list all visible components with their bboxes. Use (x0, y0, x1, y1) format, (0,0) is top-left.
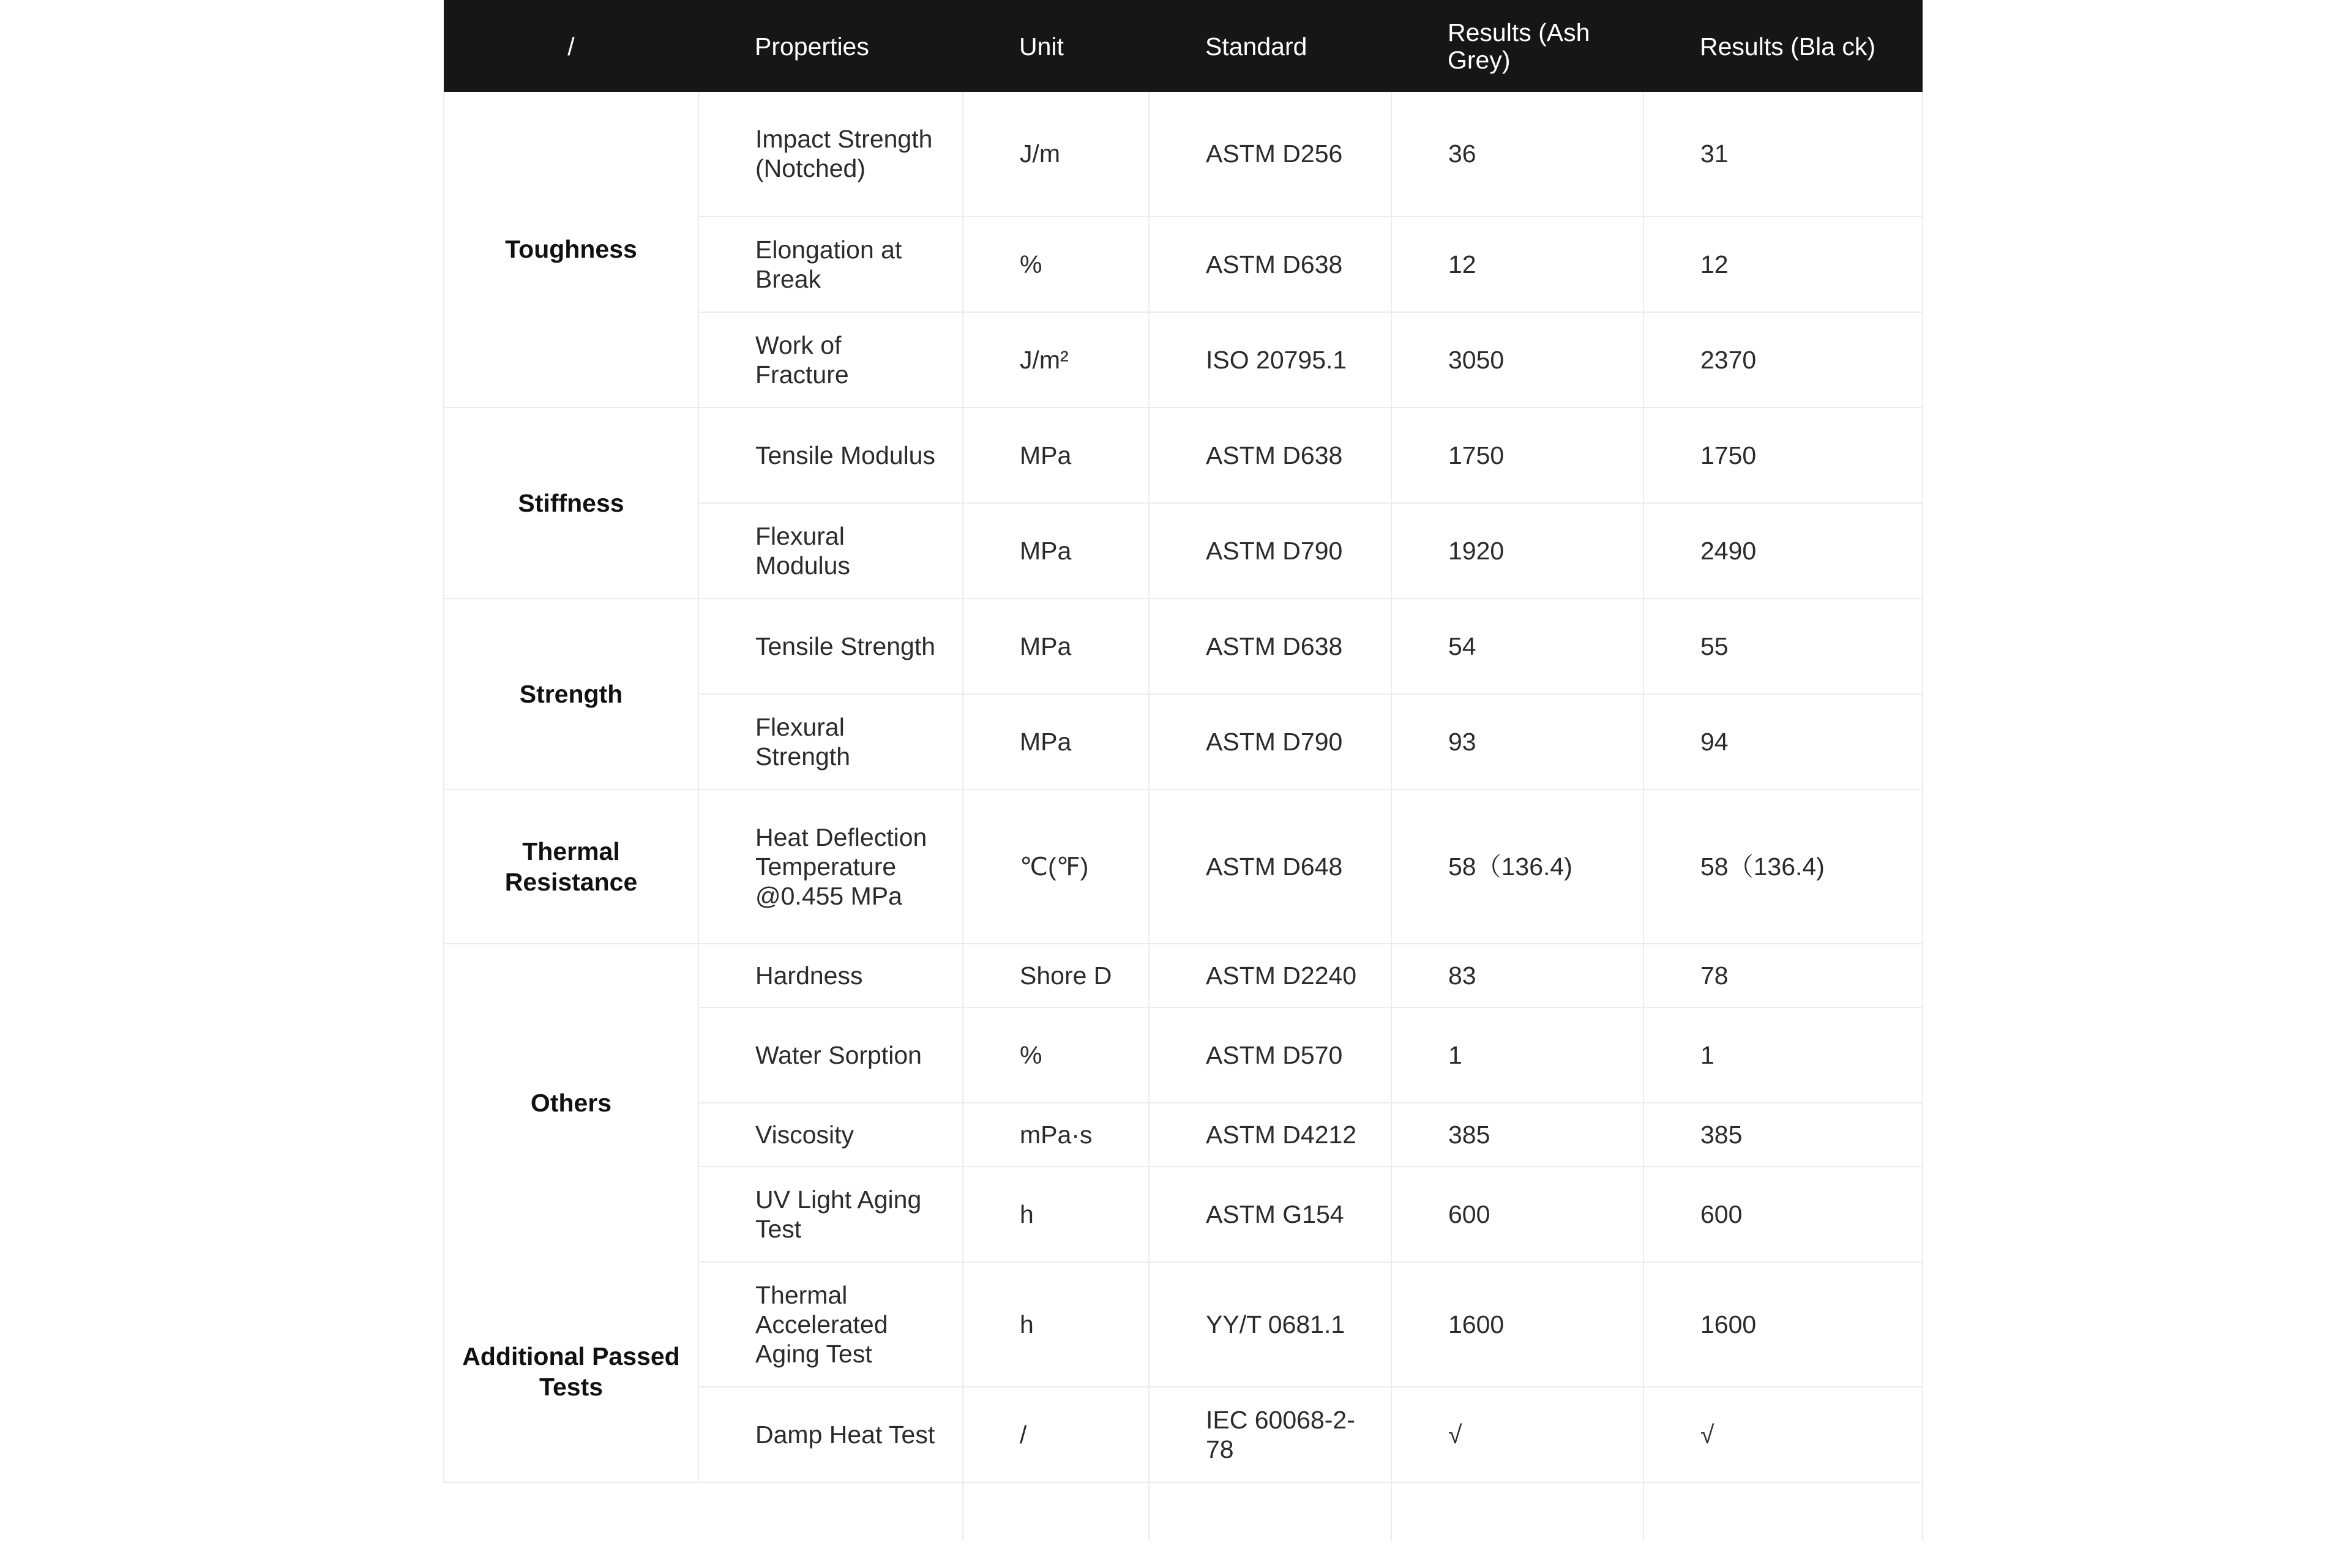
standard-cell: ASTM D648 (1149, 790, 1391, 944)
result-black-cell: 94 (1643, 694, 1923, 790)
property-cell: Damp Heat Test (698, 1387, 963, 1482)
result-ash-grey-cell: √ (1391, 1387, 1643, 1482)
result-black-cell: 58（136.4) (1643, 790, 1923, 944)
property-cell: Hardness (698, 944, 963, 1007)
unit-cell: / (963, 1387, 1149, 1482)
result-ash-grey-cell: 12 (1391, 217, 1643, 312)
unit-cell: J/m (963, 92, 1149, 217)
result-ash-grey-cell: 54 (1391, 599, 1643, 694)
table-row (444, 92, 1923, 217)
result-black-cell: 2490 (1643, 503, 1923, 599)
result-ash-grey-cell: 1 (1391, 1007, 1643, 1103)
result-ash-grey-cell: 83 (1391, 944, 1643, 1007)
table-header (444, 1, 1923, 92)
result-black-cell: 78 (1643, 944, 1923, 1007)
category-toughness: Toughness (444, 92, 698, 408)
unit-cell: % (963, 217, 1149, 312)
result-ash-grey-cell: 93 (1391, 694, 1643, 790)
property-cell: Thermal Accelerated Aging Test (698, 1262, 963, 1387)
properties-table (443, 0, 1923, 1541)
property-cell: Impact Strength (Notched) (698, 92, 963, 217)
result-ash-grey-cell: 36 (1391, 92, 1643, 217)
result-ash-grey-cell: 1920 (1391, 503, 1643, 599)
header-standard: Standard (1149, 1, 1391, 92)
result-black-cell: 385 (1643, 1103, 1923, 1167)
standard-cell: ASTM D570 (1149, 1007, 1391, 1103)
standard-cell: ASTM D790 (1149, 503, 1391, 599)
empty-cell (698, 1482, 963, 1541)
standard-cell: YY/T 0681.1 (1149, 1262, 1391, 1387)
result-ash-grey-cell: 1600 (1391, 1262, 1643, 1387)
property-cell: Elongation at Break (698, 217, 963, 312)
result-black-cell: 55 (1643, 599, 1923, 694)
property-cell: Flexural Strength (698, 694, 963, 790)
table-row (444, 408, 1923, 503)
header-results-ash-grey: Results (Ash Grey) (1391, 1, 1643, 92)
category-stiffness: Stiffness (444, 408, 698, 599)
header-properties: Properties (698, 1, 963, 92)
unit-cell: % (963, 1007, 1149, 1103)
table-row (444, 790, 1923, 944)
property-cell: Heat Deflection Temperature @0.455 MPa (698, 790, 963, 944)
unit-cell: MPa (963, 599, 1149, 694)
property-cell: Flexural Modulus (698, 503, 963, 599)
category-strength: Strength (444, 599, 698, 790)
standard-cell: ASTM D638 (1149, 408, 1391, 503)
empty-cell (963, 1482, 1149, 1541)
unit-cell: J/m² (963, 312, 1149, 408)
header-row (444, 1, 1923, 92)
result-black-cell: 2370 (1643, 312, 1923, 408)
standard-cell: ISO 20795.1 (1149, 312, 1391, 408)
table-body (444, 92, 1923, 1541)
property-cell: Tensile Strength (698, 599, 963, 694)
table-row (444, 944, 1923, 1007)
result-black-cell: 1 (1643, 1007, 1923, 1103)
unit-cell: MPa (963, 503, 1149, 599)
result-black-cell: √ (1643, 1387, 1923, 1482)
unit-cell: Shore D (963, 944, 1149, 1007)
header-unit: Unit (963, 1, 1149, 92)
empty-cell (444, 1482, 698, 1541)
result-ash-grey-cell: 3050 (1391, 312, 1643, 408)
property-cell: UV Light Aging Test (698, 1167, 963, 1262)
header-category: / (444, 1, 698, 92)
header-results-black: Results (Bla ck) (1643, 1, 1923, 92)
category-thermal-resistance: Thermal Resistance (444, 790, 698, 944)
unit-cell: h (963, 1262, 1149, 1387)
table-row (444, 1262, 1923, 1387)
empty-cell (1149, 1482, 1391, 1541)
property-cell: Tensile Modulus (698, 408, 963, 503)
result-ash-grey-cell: 58（136.4) (1391, 790, 1643, 944)
category-others: Others (444, 944, 698, 1262)
standard-cell: ASTM D256 (1149, 92, 1391, 217)
result-ash-grey-cell: 1750 (1391, 408, 1643, 503)
property-cell: Viscosity (698, 1103, 963, 1167)
standard-cell: ASTM D790 (1149, 694, 1391, 790)
unit-cell: MPa (963, 408, 1149, 503)
standard-cell: IEC 60068-2-78 (1149, 1387, 1391, 1482)
empty-row (444, 1482, 1923, 1541)
empty-cell (1391, 1482, 1643, 1541)
standard-cell: ASTM D638 (1149, 599, 1391, 694)
unit-cell: MPa (963, 694, 1149, 790)
unit-cell: h (963, 1167, 1149, 1262)
result-black-cell: 1750 (1643, 408, 1923, 503)
property-cell: Water Sorption (698, 1007, 963, 1103)
result-black-cell: 600 (1643, 1167, 1923, 1262)
standard-cell: ASTM D638 (1149, 217, 1391, 312)
table-row (444, 599, 1923, 694)
standard-cell: ASTM G154 (1149, 1167, 1391, 1262)
result-ash-grey-cell: 385 (1391, 1103, 1643, 1167)
property-cell: Work of Fracture (698, 312, 963, 408)
result-black-cell: 1600 (1643, 1262, 1923, 1387)
result-black-cell: 31 (1643, 92, 1923, 217)
result-ash-grey-cell: 600 (1391, 1167, 1643, 1262)
standard-cell: ASTM D2240 (1149, 944, 1391, 1007)
empty-cell (1643, 1482, 1923, 1541)
unit-cell: ℃(℉) (963, 790, 1149, 944)
result-black-cell: 12 (1643, 217, 1923, 312)
unit-cell: mPa·s (963, 1103, 1149, 1167)
standard-cell: ASTM D4212 (1149, 1103, 1391, 1167)
category-additional-passed-tests: Additional Passed Tests (444, 1262, 698, 1482)
